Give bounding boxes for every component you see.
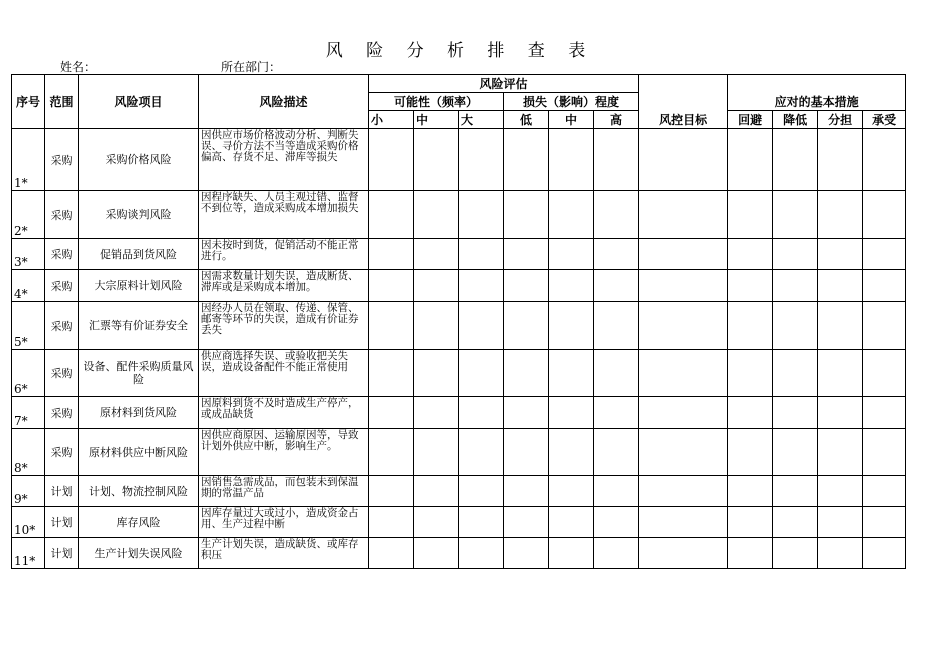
header-measures: 应对的基本措施	[728, 75, 906, 111]
header-seq: 序号	[12, 75, 45, 129]
row-scope: 采购	[45, 397, 79, 429]
row-desc: 因原料到货不及时造成生产停产，或成品缺货	[199, 397, 369, 429]
risk-table	[11, 74, 906, 569]
row-desc: 生产计划失误，造成缺货、或库存积压	[199, 538, 369, 569]
header-loss-high: 高	[594, 111, 639, 129]
row-scope: 采购	[45, 302, 79, 350]
row-item: 原材料到货风险	[79, 397, 199, 429]
header-prob: 可能性（频率）	[369, 93, 504, 111]
row-scope: 采购	[45, 239, 79, 270]
row-seq: 2*	[12, 191, 45, 239]
row-seq: 8*	[12, 429, 45, 476]
row-seq: 5*	[12, 302, 45, 350]
table-row	[12, 350, 906, 397]
row-item: 生产计划失误风险	[79, 538, 199, 569]
header-loss-mid: 中	[549, 111, 594, 129]
row-desc: 因未按时到货，促销活动不能正常进行。	[199, 239, 369, 270]
header-loss-low: 低	[504, 111, 549, 129]
row-item: 计划、物流控制风险	[79, 476, 199, 507]
header-prob-big: 大	[459, 111, 504, 129]
row-scope: 计划	[45, 538, 79, 569]
table-row	[12, 302, 906, 350]
row-seq: 1*	[12, 129, 45, 191]
row-seq: 10*	[12, 507, 45, 538]
row-seq: 7*	[12, 397, 45, 429]
row-desc: 因供应商原因、运输原因等，导致计划外供应中断，影响生产。	[199, 429, 369, 476]
row-seq: 11*	[12, 538, 45, 569]
table-row	[12, 476, 906, 507]
header-assess: 风险评估	[369, 75, 639, 93]
row-item: 设备、配件采购质量风险	[79, 350, 199, 397]
row-desc: 因经办人员在领取、传递、保管、邮寄等环节的失误，造成有价证券丢失	[199, 302, 369, 350]
header-share: 分担	[818, 111, 863, 129]
row-desc: 供应商选择失误、或验收把关失误，造成设备配件不能正常使用	[199, 350, 369, 397]
row-item: 采购谈判风险	[79, 191, 199, 239]
row-desc: 因需求数量计划失误，造成断货、滞库或是采购成本增加。	[199, 270, 369, 302]
header-prob-small: 小	[369, 111, 414, 129]
header-avoid: 回避	[728, 111, 773, 129]
row-scope: 采购	[45, 129, 79, 191]
row-desc: 因供应市场价格波动分析、判断失误、寻价方法不当等造成采购价格偏高、存货不足、滞库等损失	[199, 129, 369, 191]
row-item: 促销品到货风险	[79, 239, 199, 270]
row-scope: 采购	[45, 270, 79, 302]
header-accept: 承受	[863, 111, 906, 129]
row-scope: 计划	[45, 507, 79, 538]
row-item: 汇票等有价证券安全	[79, 302, 199, 350]
row-seq: 3*	[12, 239, 45, 270]
row-scope: 采购	[45, 429, 79, 476]
table-row	[12, 129, 906, 191]
name-label: 姓名：	[60, 60, 97, 74]
row-item: 库存风险	[79, 507, 199, 538]
table-row	[12, 538, 906, 569]
header-desc: 风险描述	[199, 75, 369, 129]
header-scope: 范围	[45, 75, 79, 129]
row-desc: 因程序缺失、人员主观过错、监督不到位等，造成采购成本增加损失	[199, 191, 369, 239]
row-scope: 采购	[45, 191, 79, 239]
table-row	[12, 397, 906, 429]
table-row	[12, 191, 906, 239]
header-reduce: 降低	[773, 111, 818, 129]
row-seq: 9*	[12, 476, 45, 507]
header-target: 风控目标	[639, 75, 728, 129]
row-item: 原材料供应中断风险	[79, 429, 199, 476]
row-scope: 采购	[45, 350, 79, 397]
page-title: 风 险 分 析 排 查 表	[325, 41, 595, 61]
row-desc: 因销售急需成品，而包装未到保温期的常温产品	[199, 476, 369, 507]
row-item: 采购价格风险	[79, 129, 199, 191]
department-label: 所在部门：	[221, 60, 282, 74]
row-item: 大宗原料计划风险	[79, 270, 199, 302]
header-loss: 损失（影响）程度	[504, 93, 639, 111]
row-seq: 6*	[12, 350, 45, 397]
table-row	[12, 239, 906, 270]
row-desc: 因库存量过大或过小，造成资金占用、生产过程中断	[199, 507, 369, 538]
header-item: 风险项目	[79, 75, 199, 129]
row-seq: 4*	[12, 270, 45, 302]
table-row	[12, 507, 906, 538]
header-prob-mid: 中	[414, 111, 459, 129]
row-scope: 计划	[45, 476, 79, 507]
table-row	[12, 270, 906, 302]
table-row	[12, 429, 906, 476]
